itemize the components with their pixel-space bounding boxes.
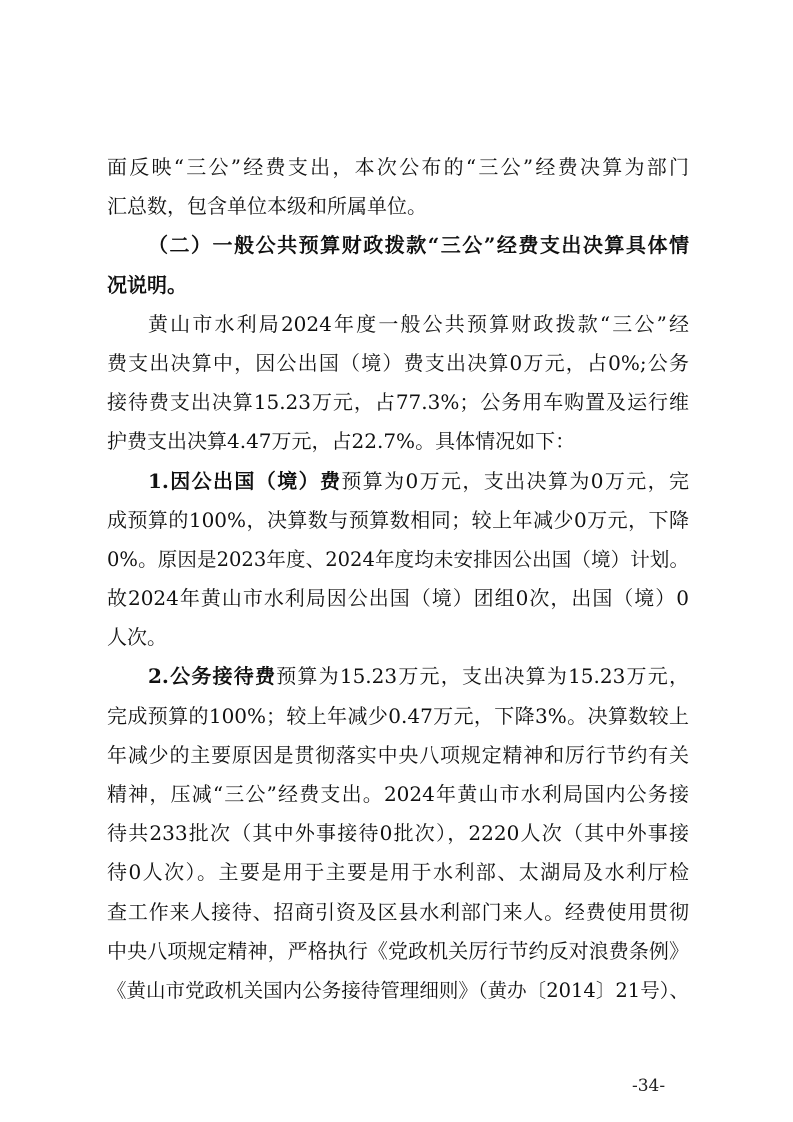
text-line: 护费支出决算4.47万元，占22.7%。具体情况如下： bbox=[107, 429, 576, 454]
item-heading-travel-abroad: 1.因公出国（境）费 bbox=[148, 468, 342, 493]
text-line: 待0人次）。主要是用于主要是用于水利部、太湖局及水利厅检 bbox=[107, 860, 689, 885]
item-text: 预算为15.23万元，支出决算为15.23万元， bbox=[276, 664, 689, 689]
text-line: 查工作来人接待、招商引资及区县水利部门来人。经费使用贯彻 bbox=[107, 899, 689, 924]
text-line: 年减少的主要原因是贯彻落实中央八项规定精神和厉行节约有关 bbox=[107, 742, 689, 767]
text-line: 人次。 bbox=[107, 625, 167, 650]
text-line: 黄山市水利局2024年度一般公共预算财政拨款“三公”经 bbox=[148, 311, 689, 336]
text-line: 汇总数，包含单位本级和所属单位。 bbox=[107, 194, 427, 219]
text-line: 中央八项规定精神，严格执行《党政机关厉行节约反对浪费条例》 bbox=[107, 938, 689, 963]
text-line: 完成预算的100%；较上年减少0.47万元，下降3%。决算数较上 bbox=[107, 703, 689, 728]
section-heading: （二）一般公共预算财政拨款“三公”经费支出决算具体情 bbox=[148, 233, 689, 258]
text-line: 待共233批次（其中外事接待0批次），2220人次（其中外事接 bbox=[107, 821, 689, 846]
text-line bbox=[107, 462, 689, 501]
text-line: 故2024年黄山市水利局因公出国（境）团组0次，出国（境）0 bbox=[107, 586, 689, 611]
text-line: 面反映“三公”经费支出，本次公布的“三公”经费决算为部门 bbox=[107, 155, 689, 179]
text-line: 接待费支出决算15.23万元，占77.3%；公务用车购置及运行维 bbox=[107, 390, 689, 415]
item-text: 预算为0万元，支出决算为0万元，完 bbox=[341, 468, 689, 493]
text-line: 成预算的100%，决算数与预算数相同；较上年减少0万元，下降 bbox=[107, 507, 689, 532]
page-number: -34- bbox=[632, 1076, 666, 1096]
text-line: 《黄山市党政机关国内公务接待管理细则》（黄办〔2014〕21号）、 bbox=[107, 978, 689, 1002]
text-line bbox=[107, 657, 689, 696]
text-line: 费支出决算中，因公出国（境）费支出决算0万元，占0%;公务 bbox=[107, 350, 689, 375]
body-text bbox=[107, 148, 689, 1010]
item-heading-reception: 2.公务接待费 bbox=[148, 664, 277, 689]
text-line: 0%。原因是2023年度、2024年度均未安排因公出国（境）计划。 bbox=[107, 547, 689, 571]
section-heading-continued: 况说明。 bbox=[107, 272, 187, 297]
text-line: 精神，压减“三公”经费支出。2024年黄山市水利局国内公务接 bbox=[107, 782, 689, 806]
